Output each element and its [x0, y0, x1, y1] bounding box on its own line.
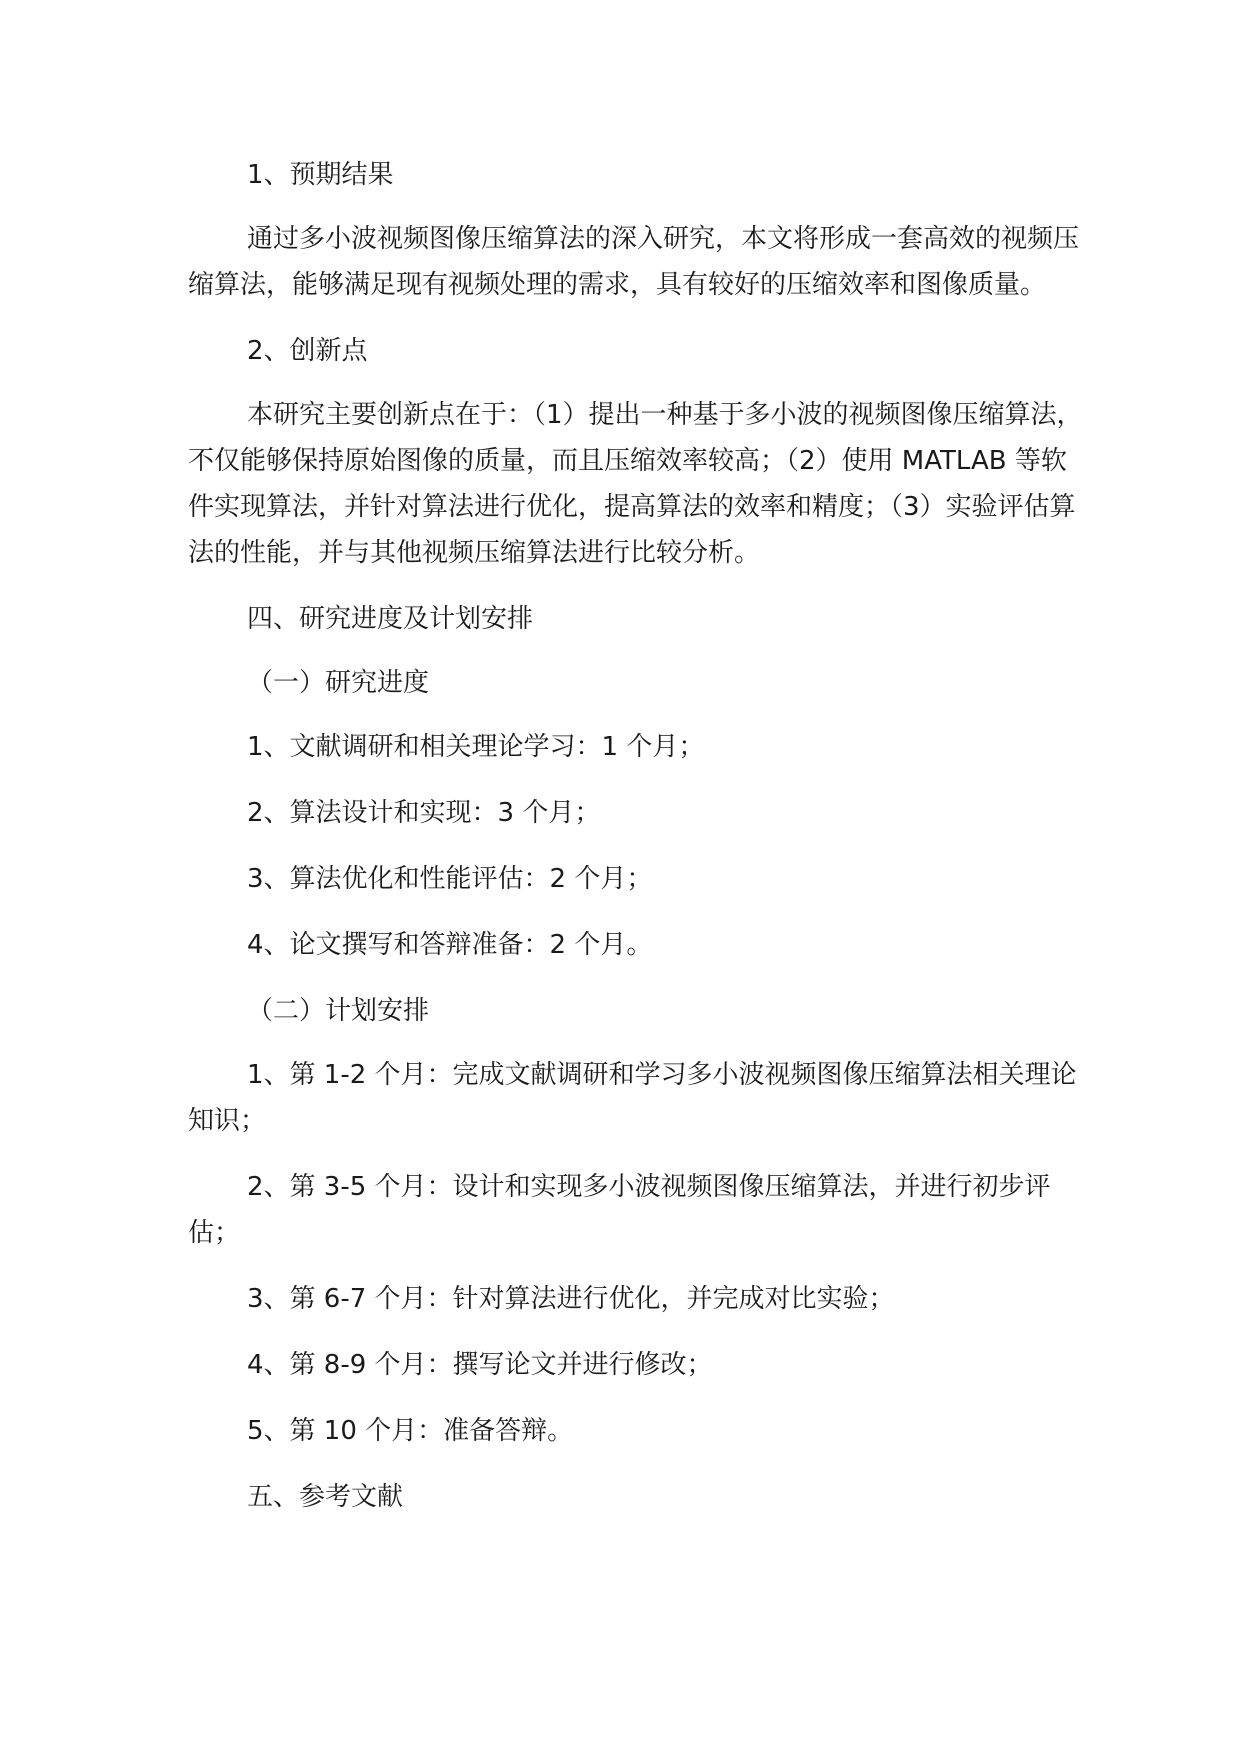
innovation-heading: 2、创新点 — [247, 336, 368, 366]
progress-item: 2、算法设计和实现：3 个月； — [247, 798, 601, 828]
plan-item: 1、第 1-2 个月：完成文献调研和学习多小波视频图像压缩算法相关理论知识； — [188, 1060, 1077, 1136]
plan-heading: （二）计划安排 — [247, 996, 430, 1026]
progress-item: 1、文献调研和相关理论学习：1 个月； — [247, 732, 705, 762]
references-heading: 五、参考文献 — [247, 1482, 404, 1512]
plan-item: 3、第 6-7 个月：针对算法进行优化，并完成对比实验； — [247, 1284, 895, 1314]
progress-item: 3、算法优化和性能评估：2 个月； — [247, 864, 653, 894]
expected-results-paragraph: 通过多小波视频图像压缩算法的深入研究，本文将形成一套高效的视频压缩算法，能够满足现有视频处理的需求，具有较好的压缩效率和图像质量。 — [188, 224, 1080, 300]
expected-results-heading: 1、预期结果 — [247, 160, 394, 190]
plan-item: 4、第 8-9 个月：撰写论文并进行修改； — [247, 1350, 713, 1380]
section-four-heading: 四、研究进度及计划安排 — [247, 604, 534, 634]
plan-item: 2、第 3-5 个月：设计和实现多小波视频图像压缩算法，并进行初步评估； — [188, 1172, 1051, 1248]
progress-item: 4、论文撰写和答辩准备：2 个月。 — [247, 930, 653, 960]
innovation-paragraph: 本研究主要创新点在于：（1）提出一种基于多小波的视频图像压缩算法，不仅能够保持原始图像的质量，而且压缩效率较高；（2）使用 MATLAB 等软件实现算法，并针对算法进行优化，提高算法的效率和精度；（3）实验评估算法的性能，并与其他视频压缩算法进行比较分析。 — [188, 400, 1083, 568]
plan-item: 5、第 10 个月：准备答辩。 — [247, 1416, 574, 1446]
progress-heading: （一）研究进度 — [247, 668, 430, 698]
document-body — [188, 152, 1088, 1538]
